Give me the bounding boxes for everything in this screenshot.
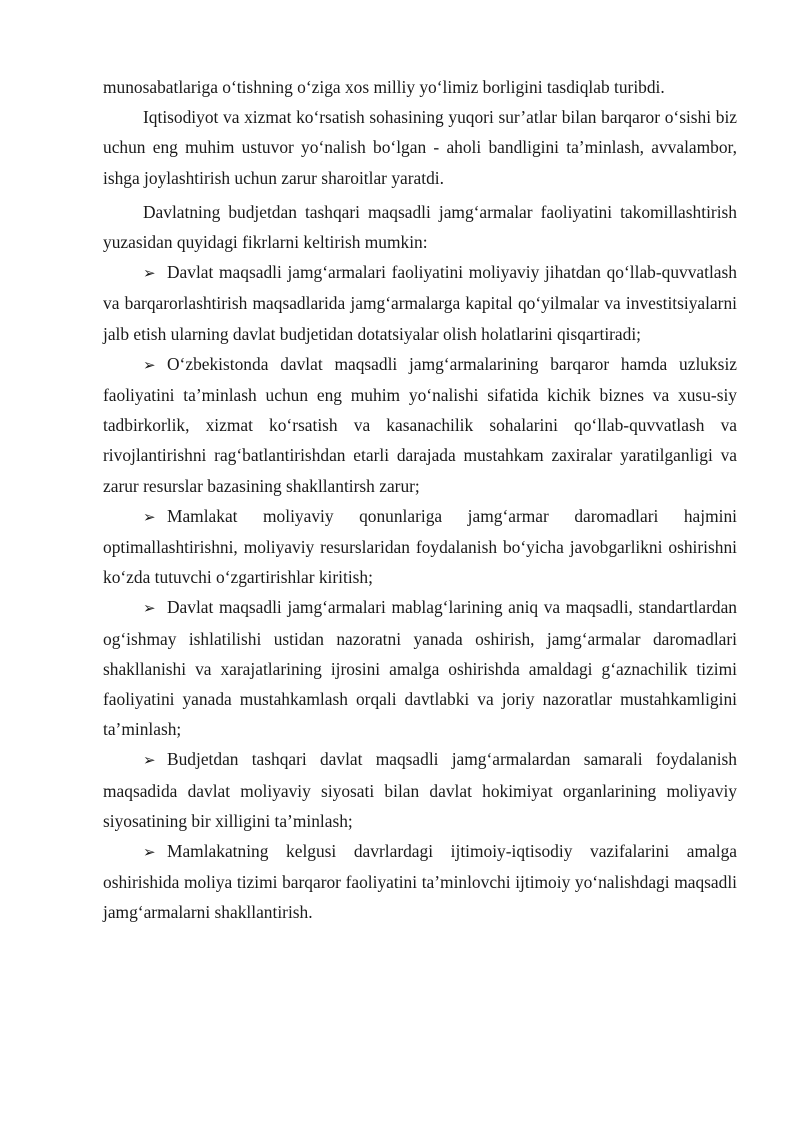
list-item xyxy=(103,501,737,593)
arrowhead-right-icon: ➢ xyxy=(143,355,156,374)
list-item xyxy=(103,836,737,928)
list-item-text: Mamlakat moliyaviy qonunlariga jamg‘armar daromadlari hajmini optimallashtirishni, moliyaviy resurslaridan foydalanish bo‘yicha javobgarlikni oshirishni ko‘zda tutuvchi o‘zgartirishlar kiritish; xyxy=(103,505,737,588)
list-item-text: O‘zbekistonda davlat maqsadli jamg‘armalarining barqaror hamda uzluksiz faoliyatini ta’minlash uchun eng muhim yo‘nalishi sifatida kichik biznes va xusu-siy tadbirkorlik, xizmat ko‘rsatish va kasanachilik sohalarini qo‘llab-quvvatlash va rivojlantirishni rag‘batlantirishdan etarli darajada mustahkam zaxiralar yaratilganligi va zarur resurslar bazasining shakllantirsh zarur; xyxy=(103,353,737,496)
bullet-list xyxy=(103,257,737,927)
list-item-text: Davlat maqsadli jamg‘armalari faoliyatini moliyaviy jihatdan qo‘llab-quvvatlash va barqarorlashtirish maqsadlarida jamg‘armalarga kapital qo‘yilmalar va investitsiyalarni jalb etish ularning davlat budjetidan dotatsiyalar olish holatlarini qisqartiradi; xyxy=(103,262,737,344)
list-item xyxy=(103,257,737,349)
list-item-text: Mamlakatning kelgusi davrlardagi ijtimoiy-iqtisodiy vazifalarini amalga oshirishida moliya tizimi barqaror faoliyatini ta’minlovchi ijtimoiy yo‘nalishdagi maqsadli jamg‘armalarni shakllantirish. xyxy=(103,841,737,923)
document-page xyxy=(103,72,737,928)
arrowhead-right-icon: ➢ xyxy=(143,751,156,770)
paragraph-economy: Iqtisodiyot va xizmat ko‘rsatish sohasining yuqori sur’atlar bilan barqaror o‘sishi biz uchun eng muhim ustuvor yo‘nalish bo‘lgan - aholi bandligini ta’minlash, avvalambor, ishga joylashtirish uchun zarur sharoitlar yaratdi. xyxy=(103,107,737,188)
list-item-text: Budjetdan tashqari davlat maqsadli jamg‘armalardan samarali foydalanish maqsadida davlat moliyaviy siyosati bilan davlat hokimiyat organlarining moliyaviy siyosatining bir xilligini ta’minlash; xyxy=(103,749,737,831)
arrowhead-right-icon: ➢ xyxy=(143,507,156,526)
list-item xyxy=(103,744,737,836)
arrowhead-right-icon: ➢ xyxy=(143,599,156,618)
arrowhead-right-icon: ➢ xyxy=(143,264,156,283)
arrowhead-right-icon: ➢ xyxy=(143,843,156,862)
list-item xyxy=(103,349,737,501)
paragraph-intro-list: Davlatning budjetdan tashqari maqsadli jamg‘armalar faoliyatini takomillashtirish yuzasidan quyidagi fikrlarni keltirish mumkin: xyxy=(103,201,737,253)
paragraph-continuation: munosabatlariga o‘tishning o‘ziga xos milliy yo‘limiz borligini tasdiqlab turibdi. xyxy=(103,77,665,97)
list-item xyxy=(103,592,737,744)
list-item-text: Davlat maqsadli jamg‘armalari mablag‘larining aniq va maqsadli, standartlardan og‘ishmay ishlatilishi ustidan nazoratni yanada oshirish, jamg‘armalar daromadlari shakllanishi va xarajatlarining ijrosini amalga oshirishda amaldagi g‘aznachilik tizimi faoliyatini yanada mustahkamlash orqali davtlabki va joriy nazoratlar mustahkamligini ta’minlash; xyxy=(103,597,737,740)
